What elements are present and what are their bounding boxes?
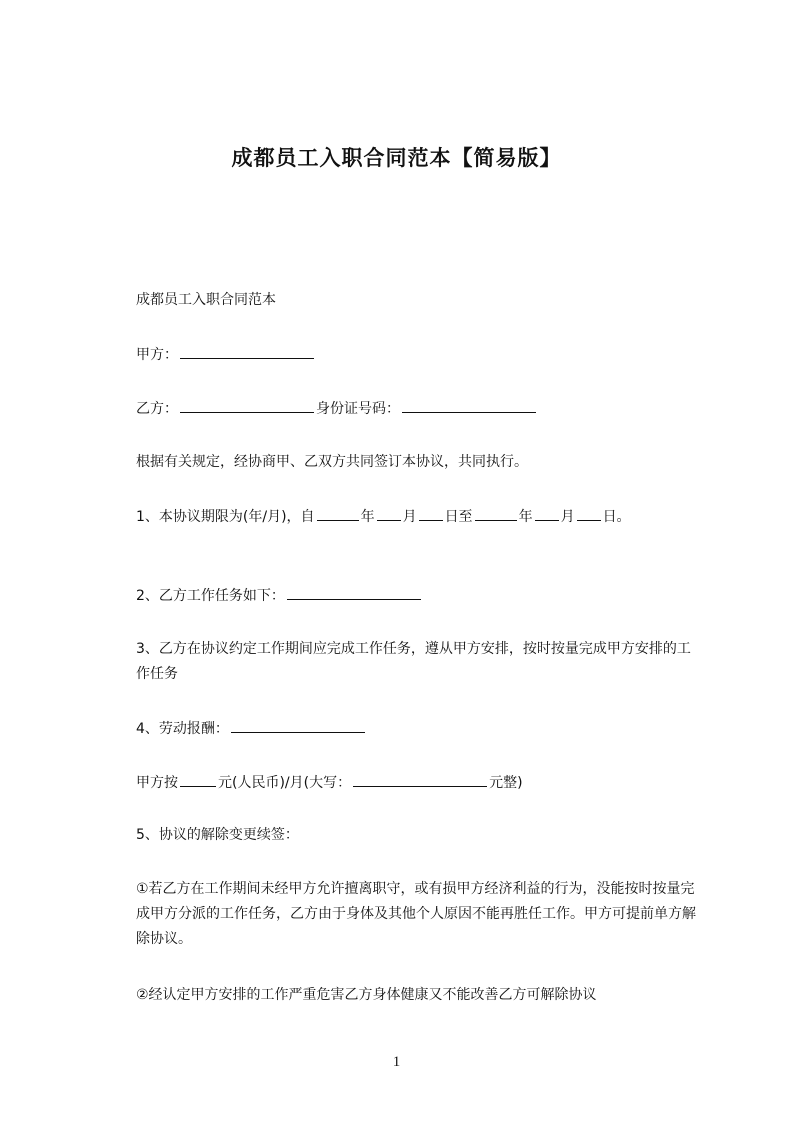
clause-1-month-1: 月 bbox=[402, 509, 417, 525]
clause-2-label: 2、乙方工作任务如下： bbox=[136, 588, 285, 604]
id-number-label: 身份证号码： bbox=[316, 401, 400, 417]
start-day-blank bbox=[419, 504, 443, 521]
pay-amount-blank bbox=[180, 770, 216, 787]
party-a-line bbox=[104, 342, 704, 368]
pay-suffix: 元整) bbox=[489, 775, 523, 791]
work-task-blank bbox=[287, 583, 421, 600]
clause-4-label: 4、劳动报酬： bbox=[136, 721, 229, 737]
party-a-blank bbox=[180, 342, 314, 359]
clause-2-line bbox=[104, 583, 704, 609]
clause-1-day-to: 日至 bbox=[444, 509, 473, 525]
start-month-blank bbox=[377, 504, 401, 521]
clause-1-year-1: 年 bbox=[360, 509, 375, 525]
end-year-blank bbox=[475, 504, 517, 521]
pay-blank bbox=[231, 716, 365, 733]
clause-4-line bbox=[104, 716, 704, 742]
clause-1-paragraph bbox=[104, 504, 704, 530]
party-b-blank bbox=[180, 396, 314, 413]
pay-unit: 元(人民币)/月(大写： bbox=[218, 775, 352, 791]
party-b-label: 乙方： bbox=[136, 401, 178, 417]
pay-prefix: 甲方按 bbox=[136, 775, 178, 791]
clause-1-day-end: 日。 bbox=[602, 509, 631, 525]
page-number: 1 bbox=[392, 1054, 401, 1070]
pay-line bbox=[104, 770, 704, 796]
clause-5-item-1: ①若乙方在工作期间未经甲方允许擅离职守，或有损甲方经济利益的行为，没能按时按量完成甲方分派的工作任务，乙方由于身体及其他个人原因不能再胜任工作。甲方可提前单方解除协议。 bbox=[136, 881, 696, 947]
party-a-label: 甲方： bbox=[136, 347, 178, 363]
pay-uppercase-blank bbox=[353, 770, 487, 787]
clause-5-item-2: ②经认定甲方安排的工作严重危害乙方身体健康又不能改善乙方可解除协议 bbox=[136, 987, 597, 1003]
document-title: 成都员工入职合同范本【简易版】 bbox=[231, 146, 562, 170]
clause-1-year-2: 年 bbox=[518, 509, 533, 525]
end-day-blank bbox=[577, 504, 601, 521]
clause-1-text: 1、本协议期限为(年/月)，自 bbox=[136, 509, 315, 525]
preamble-paragraph: 根据有关规定，经协商甲、乙双方共同签订本协议，共同执行。 bbox=[136, 454, 528, 470]
id-number-blank bbox=[402, 396, 536, 413]
start-year-blank bbox=[317, 504, 359, 521]
end-month-blank bbox=[535, 504, 559, 521]
contract-intro: 成都员工入职合同范本 bbox=[136, 292, 276, 308]
clause-5-label: 5、协议的解除变更续签： bbox=[136, 827, 299, 843]
clause-1-month-2: 月 bbox=[560, 509, 575, 525]
party-b-line bbox=[104, 396, 704, 422]
clause-3-paragraph: 3、乙方在协议约定工作期间应完成工作任务，遵从甲方安排，按时按量完成甲方安排的工作任务 bbox=[136, 641, 691, 682]
